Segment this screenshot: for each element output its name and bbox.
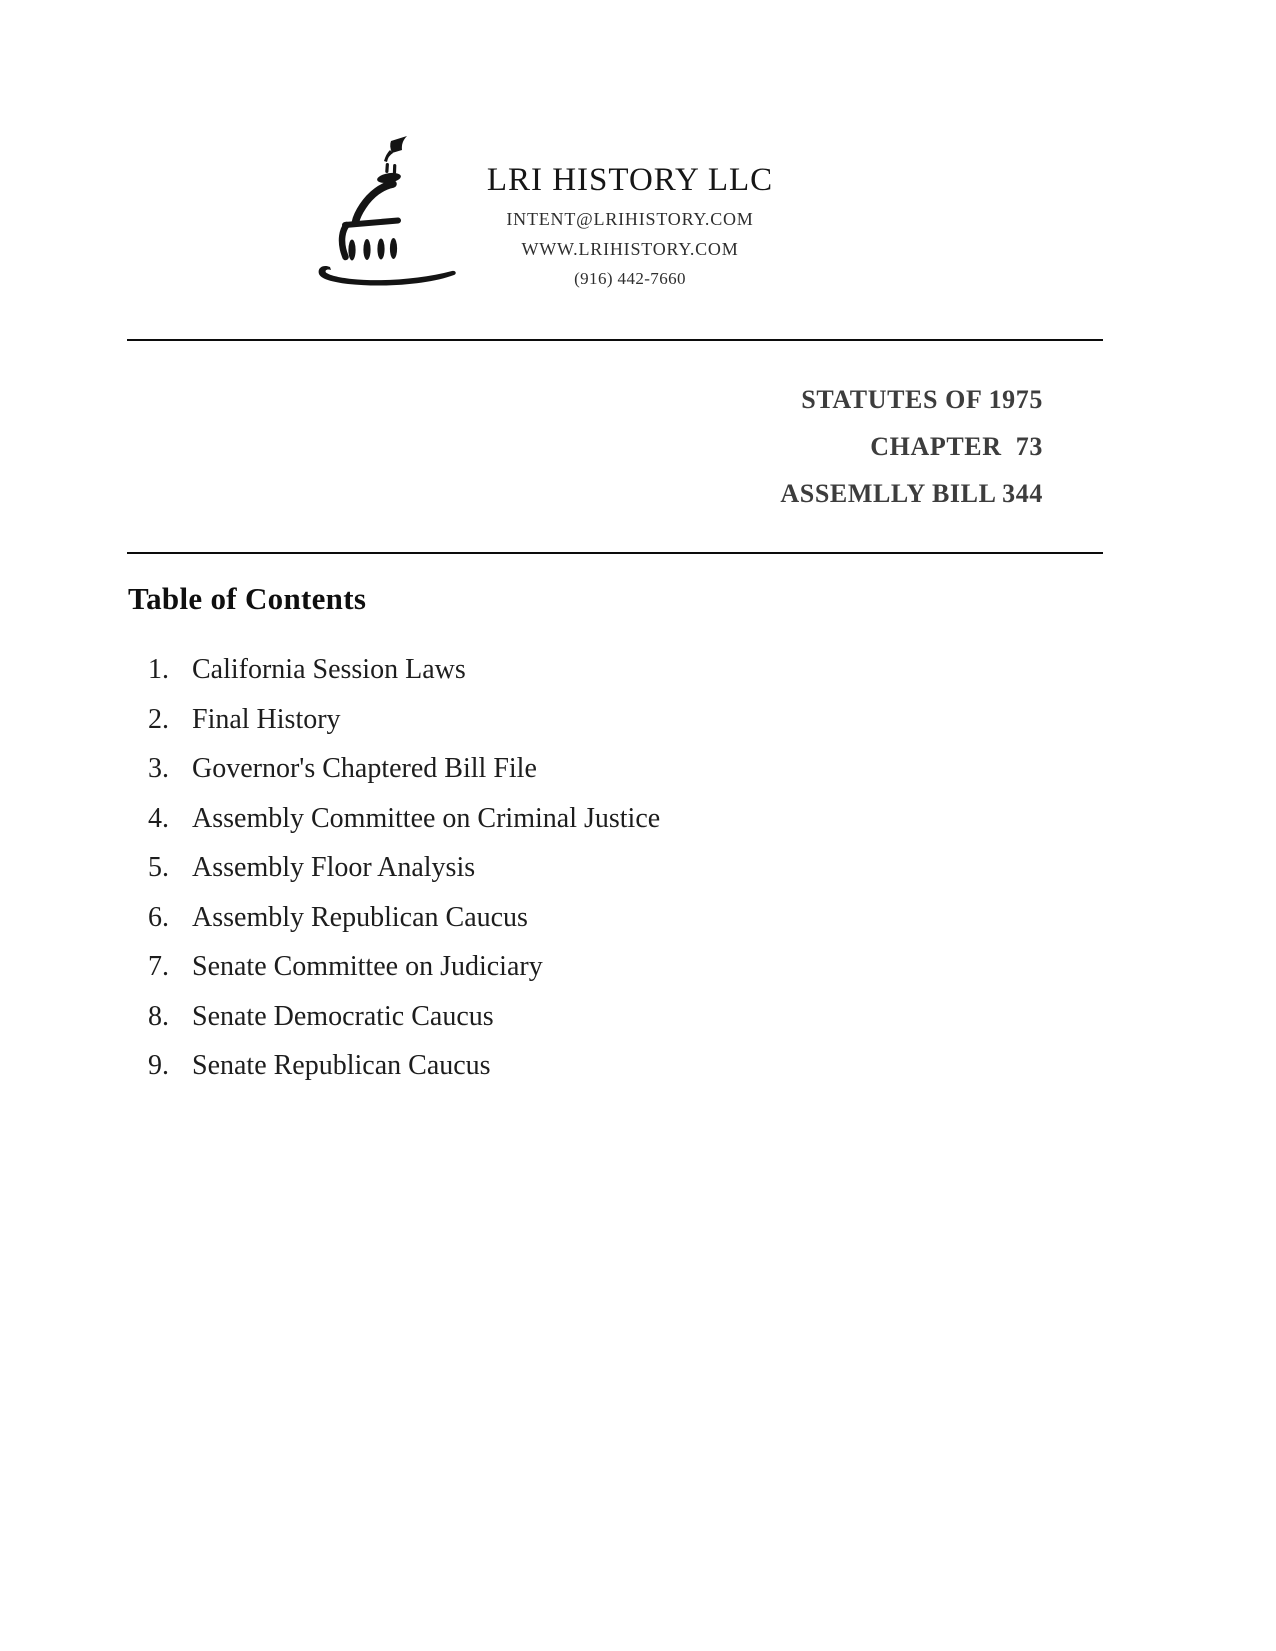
statutes-line: STATUTES OF 1975 [801, 385, 1043, 414]
toc-item-label: Governor's Chaptered Bill File [192, 753, 537, 784]
toc-item-label: Senate Republican Caucus [192, 1050, 491, 1081]
toc-item-label: Senate Democratic Caucus [192, 1000, 494, 1032]
org-contact-block [448, 204, 812, 294]
toc-item-number: 8. [148, 1000, 169, 1032]
toc-item [148, 1041, 948, 1091]
toc-item-number: 1. [148, 654, 169, 685]
org-name: LRI HISTORY LLC [486, 162, 774, 198]
toc-item-number: 6. [148, 901, 169, 933]
toc-item-number: 7. [148, 951, 169, 982]
assembly-bill-line: ASSEMLLY BILL 344 [780, 479, 1043, 508]
toc-heading: Table of Contents [128, 581, 367, 616]
toc-item-label: Assembly Committee on Criminal Justice [192, 802, 661, 834]
toc-item [148, 794, 948, 844]
toc-item-label: Assembly Floor Analysis [192, 852, 476, 883]
toc-list [148, 645, 948, 1091]
org-email: INTENT@LRIHISTORY.COM [506, 209, 754, 229]
toc-item-label: Senate Committee on Judiciary [192, 951, 543, 982]
toc-item-label: California Session Laws [192, 654, 466, 685]
toc-item-label: Assembly Republican Caucus [192, 901, 528, 933]
toc-item-number: 4. [148, 802, 169, 834]
horizontal-rule-top [127, 339, 1103, 341]
toc-item [148, 992, 948, 1042]
toc-item [148, 645, 948, 695]
toc-item [148, 695, 948, 745]
toc-item [148, 942, 948, 992]
toc-item-label: Final History [192, 703, 341, 735]
org-phone: (916) 442-7660 [574, 269, 686, 288]
capitol-dome-logo-icon [290, 123, 470, 295]
statute-title-block [780, 376, 1043, 517]
toc-item-number: 3. [148, 753, 169, 784]
toc-item-number: 5. [148, 852, 169, 883]
chapter-line: CHAPTER 73 [870, 432, 1043, 461]
toc-item [148, 744, 948, 794]
toc-item-number: 2. [148, 703, 169, 735]
toc-item-number: 9. [148, 1050, 169, 1081]
toc-item [148, 843, 948, 893]
horizontal-rule-bottom [127, 552, 1103, 554]
toc-item [148, 893, 948, 943]
org-website: WWW.LRIHISTORY.COM [521, 239, 739, 259]
header [448, 160, 812, 294]
